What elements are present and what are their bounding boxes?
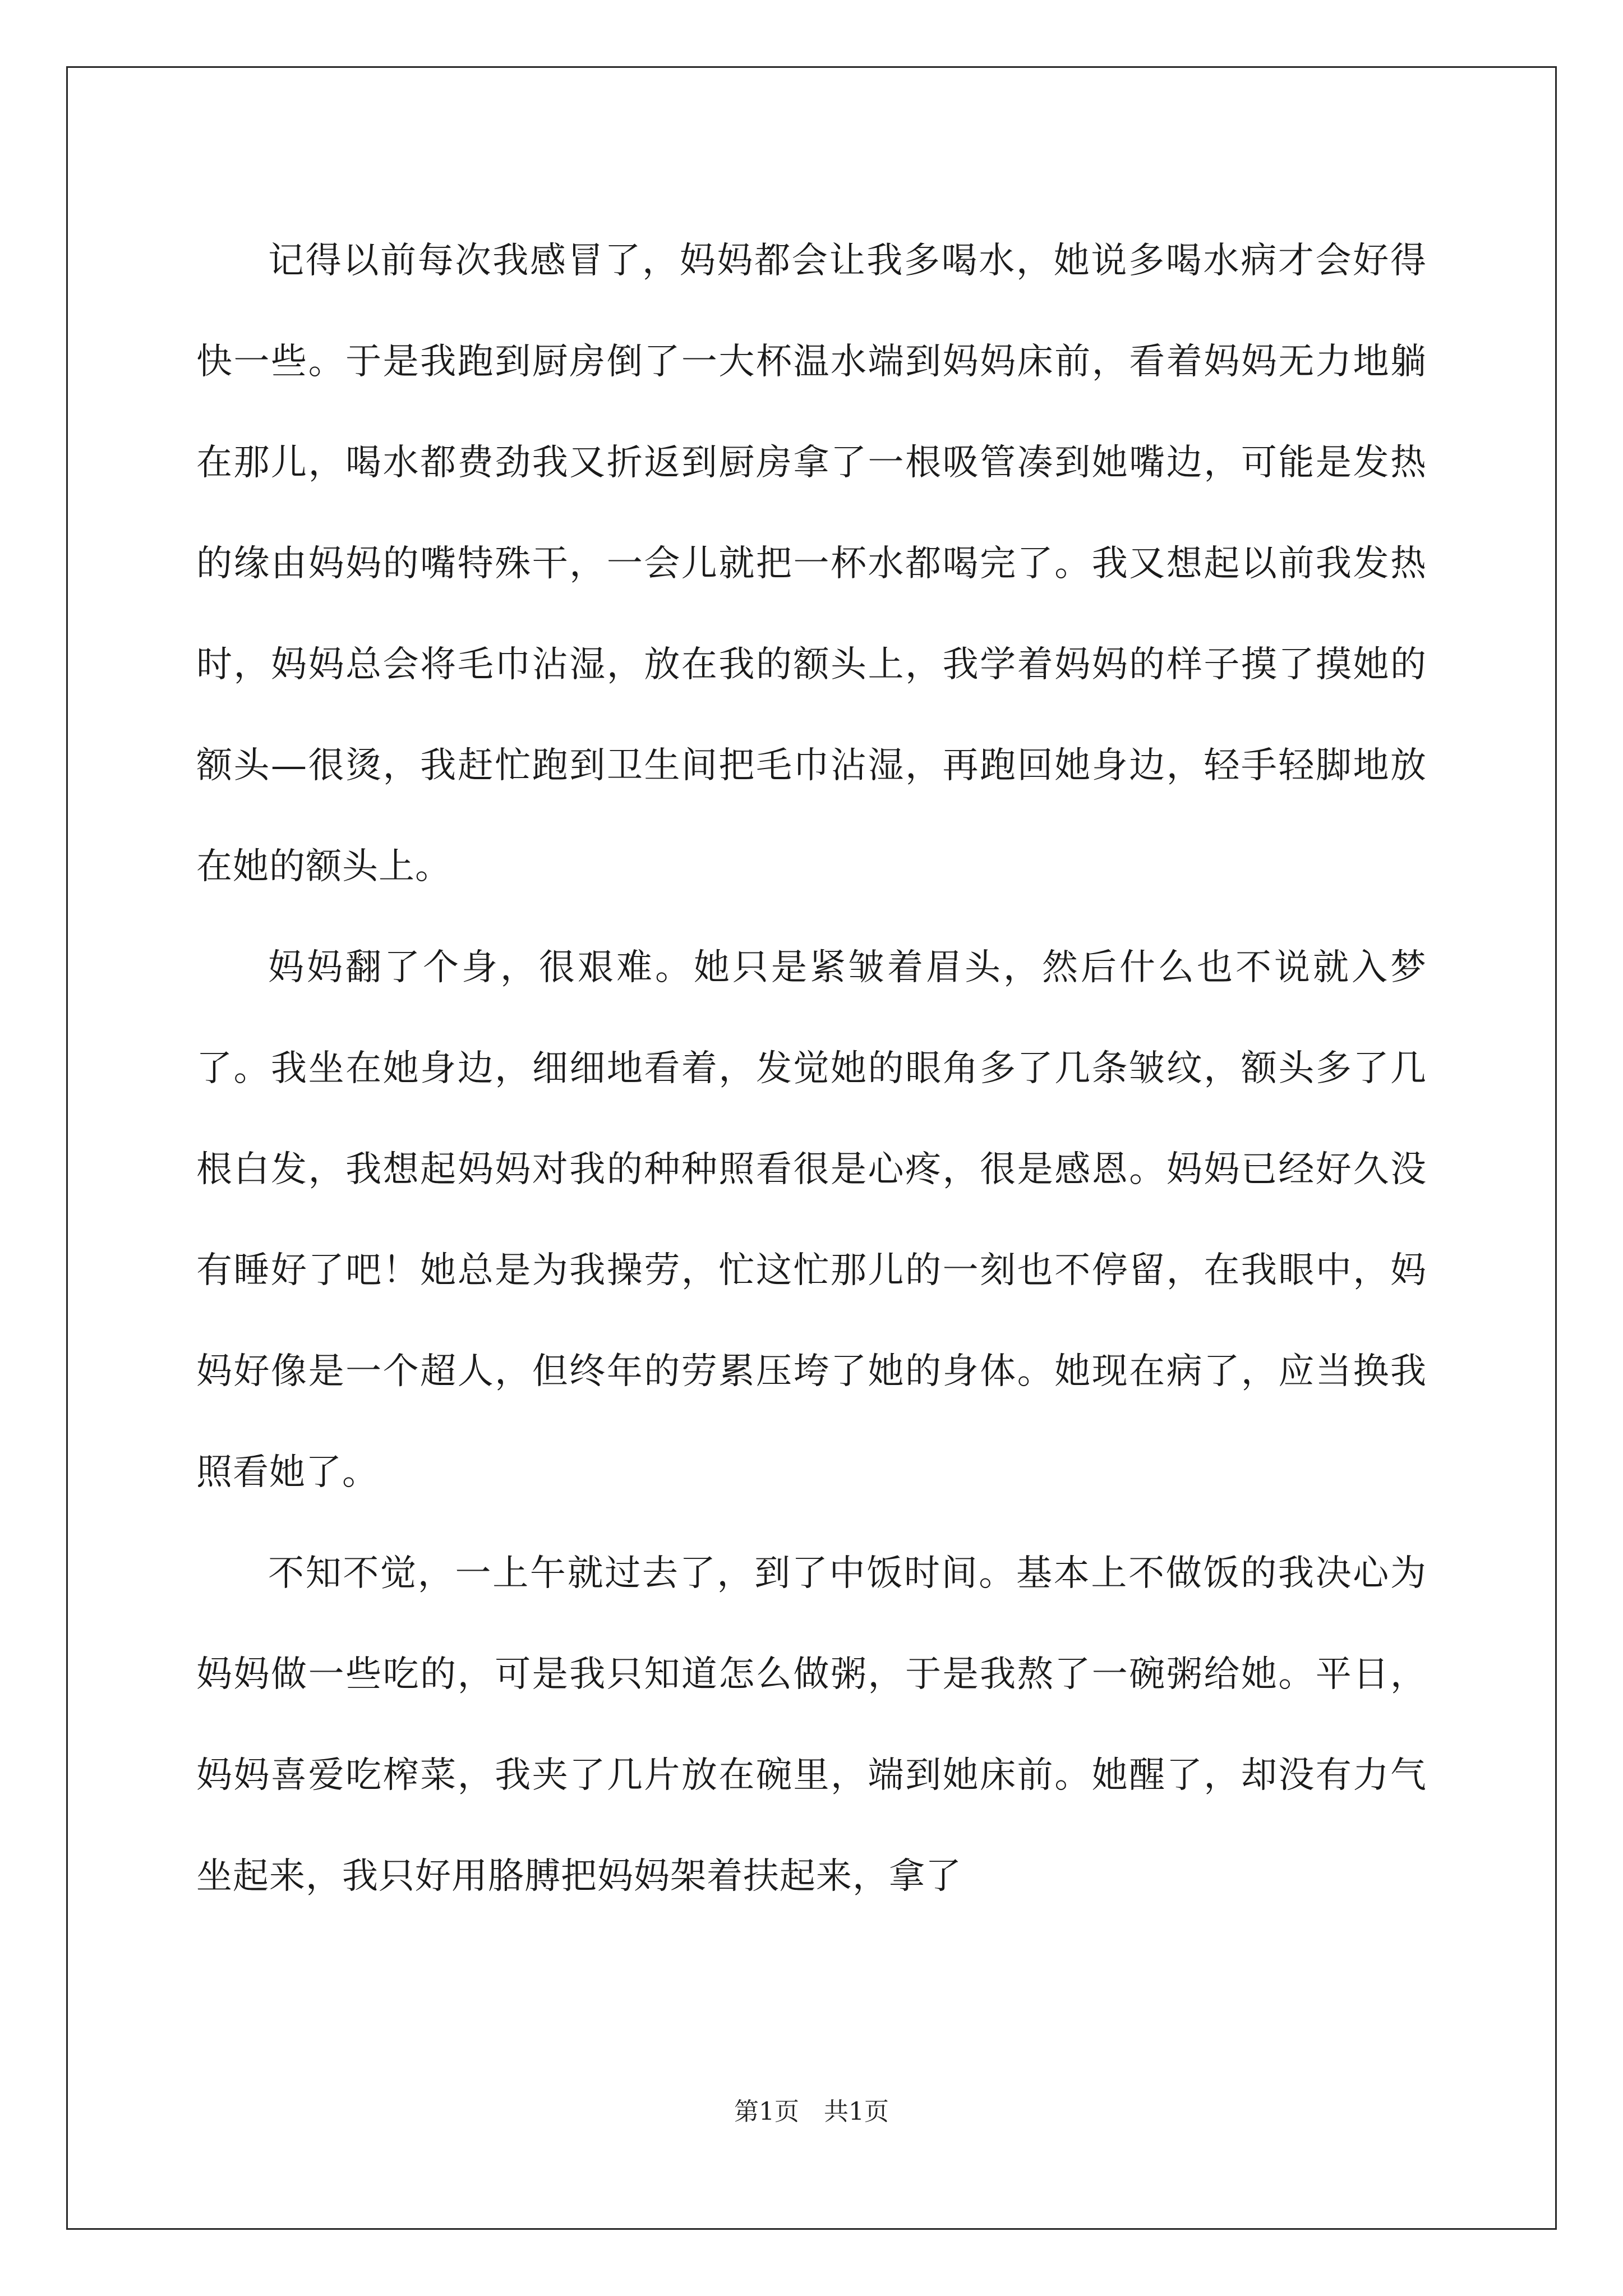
paragraph-1: 记得以前每次我感冒了，妈妈都会让我多喝水，她说多喝水病才会好得快一些。于是我跑到厨房倒了一大杯温水端到妈妈床前，看着妈妈无力地躺在那儿，喝水都费劲我又折返到厨房拿了一根吸管凑到她嘴边，可能是发热的缘由妈妈的嘴特殊干，一会儿就把一杯水都喝完了。我又想起以前我发热时，妈妈总会将毛巾沾湿，放在我的额头上，我学着妈妈的样子摸了摸她的额头—很烫，我赶忙跑到卫生间把毛巾沾湿，再跑回她身边，轻手轻脚地放在她的额头上。 [196,240,1427,887]
paragraph-2: 妈妈翻了个身，很艰难。她只是紧皱着眉头，然后什么也不说就入梦了。我坐在她身边，细细地看着，发觉她的眼角多了几条皱纹，额头多了几根白发，我想起妈妈对我的种种照看很是心疼，很是感恩。妈妈已经好久没有睡好了吧！她总是为我操劳，忙这忙那儿的一刻也不停留，在我眼中，妈妈好像是一个超人，但终年的劳累压垮了她的身体。她现在病了，应当换我照看她了。 [196,947,1427,1493]
document-body [196,210,1427,1927]
paragraph-3: 不知不觉，一上午就过去了，到了中饭时间。基本上不做饭的我决心为妈妈做一些吃的，可是我只知道怎么做粥，于是我熬了一碗粥给她。平日，妈妈喜爱吃榨菜，我夹了几片放在碗里，端到她床前。她醒了，却没有力气坐起来，我只好用胳膊把妈妈架着扶起来，拿了 [196,1553,1427,1897]
page-number-footer: 第1页 共1页 [734,2097,889,2126]
